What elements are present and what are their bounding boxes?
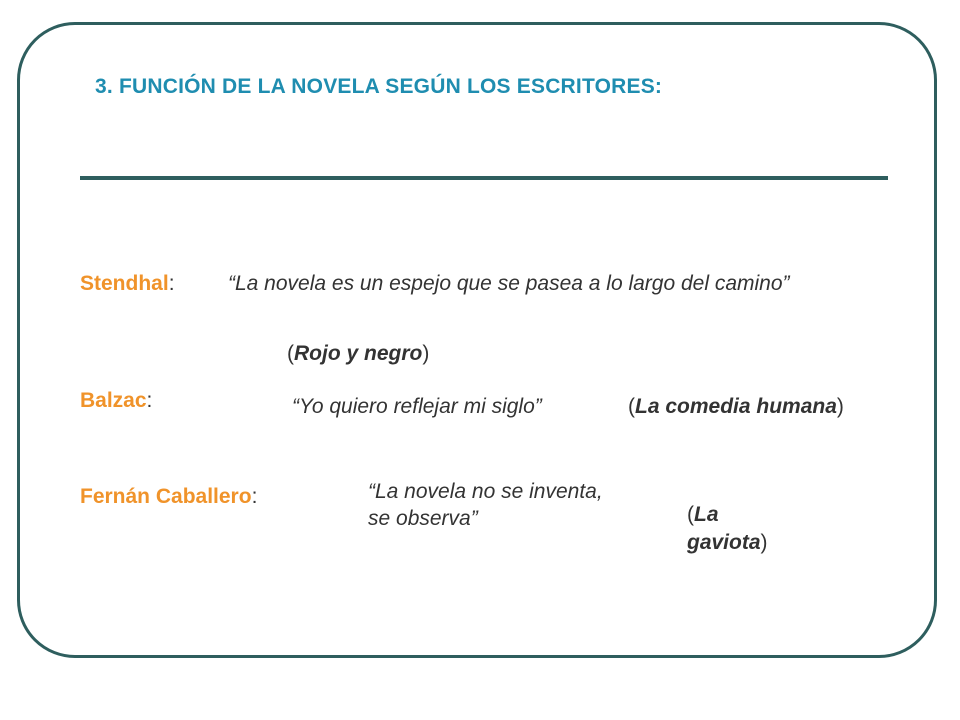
paren-close: ) [836,395,844,418]
quote-text: “La novela no se inventa, se observa” [368,480,603,530]
work-title [628,394,844,420]
work-name: La gaviota [687,503,761,554]
slide-frame [17,22,937,658]
paren-close: ) [760,531,768,554]
author-colon: : [251,485,258,508]
author-colon: : [146,389,153,412]
work-name: La comedia humana [635,395,837,418]
paren-open: ( [287,342,294,365]
work-title [687,501,797,557]
paren-close: ) [422,342,430,365]
author-name: Fernán Caballero [80,485,252,508]
entry-stendhal [80,271,175,297]
slide-title: 3. FUNCIÓN DE LA NOVELA SEGÚN LOS ESCRITORES: [95,75,663,98]
work-name: Rojo y negro [294,342,423,365]
author-name: Stendhal [80,272,169,295]
author-colon: : [168,272,175,295]
title-divider [80,176,888,180]
quote-text: “Yo quiero reflejar mi siglo” [292,395,542,418]
author-name: Balzac [80,389,147,412]
paren-open: ( [628,395,635,418]
quote-text: “La novela es un espejo que se pasea a lo largo del camino” [228,272,790,295]
entry-fernan-caballero [80,484,257,510]
entry-balzac [80,388,152,414]
paren-open: ( [687,503,694,526]
work-title [287,341,429,367]
